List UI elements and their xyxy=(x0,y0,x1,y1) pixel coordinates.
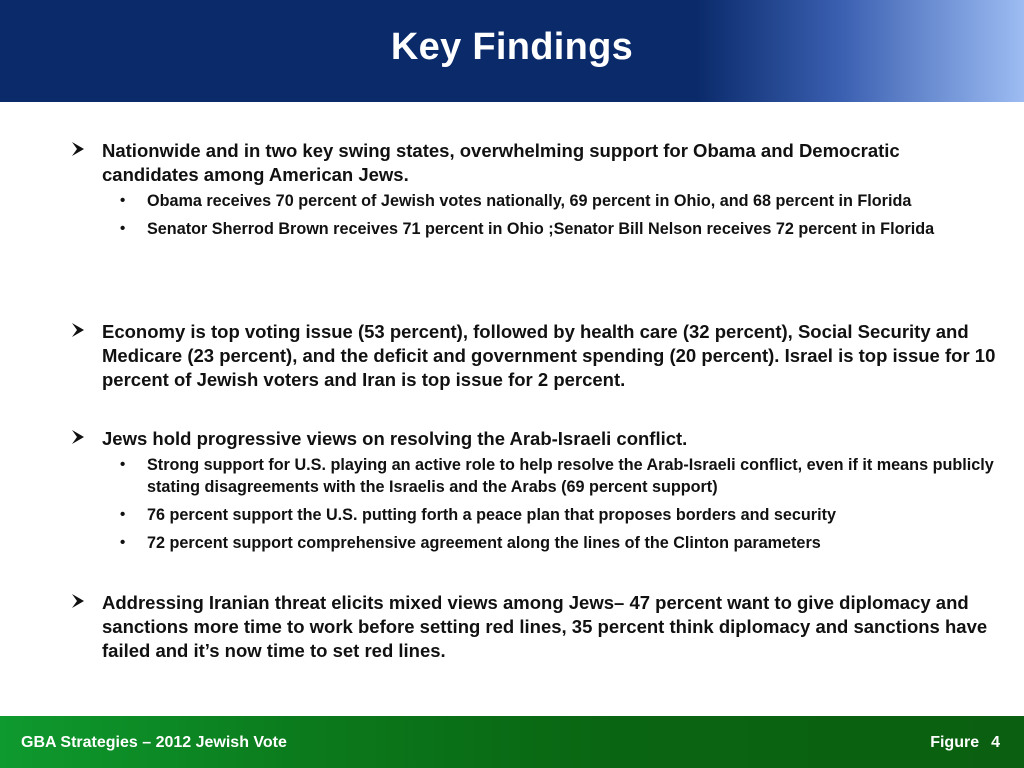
arrow-bullet-icon xyxy=(70,591,88,611)
finding-sub-list xyxy=(70,190,1000,240)
finding-sub-item xyxy=(120,454,1000,498)
finding-text: Nationwide and in two key swing states, overwhelming support for Obama and Democratic candidates among American Jews. xyxy=(102,140,900,185)
dot-bullet-icon: • xyxy=(120,220,126,237)
slide-content xyxy=(0,102,1024,716)
finding-sub-list xyxy=(70,454,1000,554)
finding-text: Economy is top voting issue (53 percent), followed by health care (32 percent), Social Security and Medicare (23 percent), and the deficit and government spending (20 percent). Israel is top issue for 10 percent of Jewish voters and Iran is top issue for 2 percent. xyxy=(102,321,996,390)
dot-bullet-icon: • xyxy=(120,506,126,523)
slide-footer xyxy=(0,716,1024,768)
finding-sub-item xyxy=(120,218,1000,240)
dot-bullet-icon: • xyxy=(120,534,126,551)
finding-point xyxy=(70,139,1000,246)
figure-label xyxy=(918,734,1000,752)
finding-sub-text: Strong support for U.S. playing an active role to help resolve the Arab-Israeli conflict, even if it means publicly stating disagreements with the Israelis and the Arabs (69 percent support) xyxy=(147,456,994,496)
finding-text: Addressing Iranian threat elicits mixed views among Jews– 47 percent want to give diplomacy and sanctions more time to work before setting red lines, 35 percent think diplomacy and sanctions have failed and it’s now time to set red lines. xyxy=(102,592,988,661)
arrow-bullet-icon xyxy=(70,427,88,447)
figure-number: 4 xyxy=(991,734,1000,751)
finding-sub-text: Senator Sherrod Brown receives 71 percent in Ohio ;Senator Bill Nelson receives 72 percent in Florida xyxy=(147,220,935,238)
finding-point xyxy=(70,320,1000,392)
finding-text: Jews hold progressive views on resolving the Arab-Israeli conflict. xyxy=(102,428,688,449)
slide-title: Key Findings xyxy=(390,25,634,68)
finding-sub-item xyxy=(120,532,1000,554)
dot-bullet-icon: • xyxy=(120,192,126,209)
slide-header xyxy=(0,0,1024,102)
figure-label-text: Figure xyxy=(930,734,980,751)
finding-sub-item xyxy=(120,190,1000,212)
finding-sub-text: Obama receives 70 percent of Jewish votes nationally, 69 percent in Ohio, and 68 percent in Florida xyxy=(147,192,912,210)
dot-bullet-icon: • xyxy=(120,456,126,473)
finding-sub-text: 76 percent support the U.S. putting forth a peace plan that proposes borders and security xyxy=(147,506,836,524)
finding-point xyxy=(70,427,1000,560)
arrow-bullet-icon xyxy=(70,139,88,159)
finding-sub-item xyxy=(120,504,1000,526)
finding-point xyxy=(70,591,1000,663)
footer-source: GBA Strategies – 2012 Jewish Vote xyxy=(21,734,287,751)
arrow-bullet-icon xyxy=(70,320,88,340)
finding-sub-text: 72 percent support comprehensive agreement along the lines of the Clinton parameters xyxy=(147,534,821,552)
